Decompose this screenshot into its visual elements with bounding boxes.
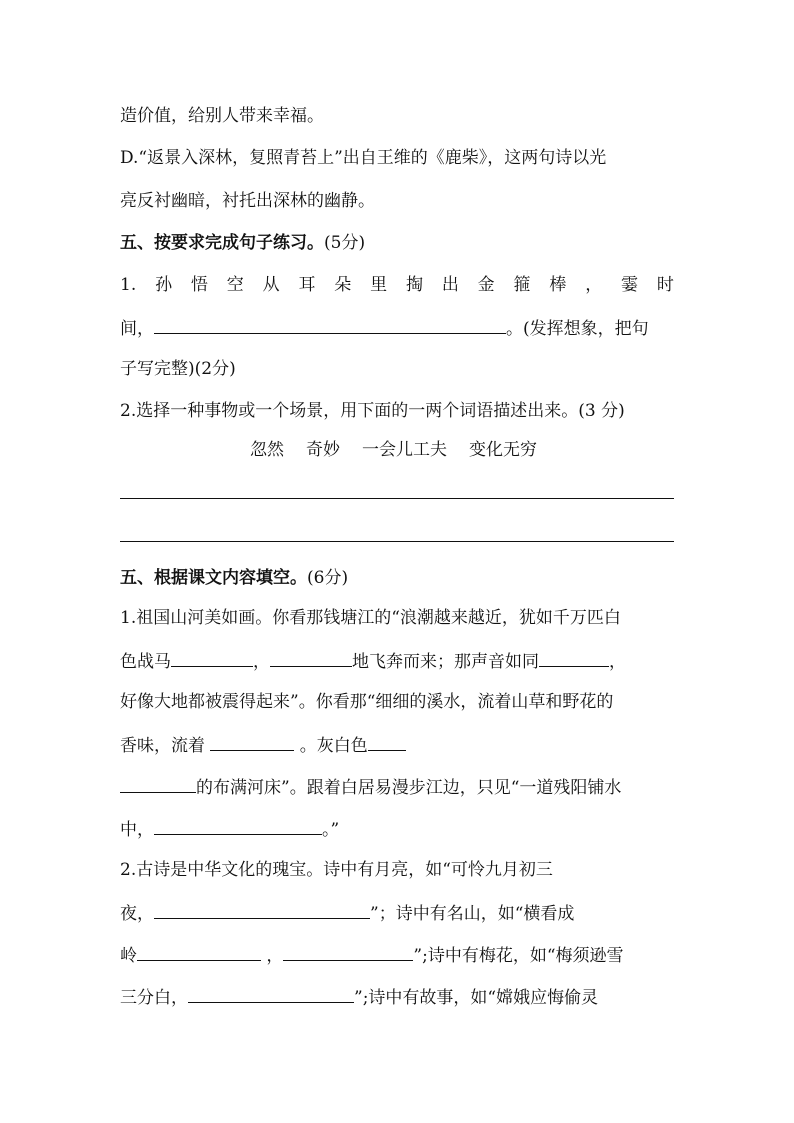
text-fragment: 夜， <box>120 904 154 924</box>
question-line <box>120 648 674 674</box>
text-fragment: 香味，流着 <box>120 736 211 756</box>
answer-blank[interactable] <box>283 942 413 961</box>
question-char: 箍 <box>513 275 531 295</box>
text-fragment: 。(发挥想象，把句 <box>506 319 649 339</box>
answer-blank[interactable] <box>171 648 253 667</box>
question-line <box>120 273 674 297</box>
question-char: 孙 <box>155 275 173 295</box>
question-char: 耳 <box>298 275 316 295</box>
text-fragment: 岭 <box>120 946 137 966</box>
text-fragment: 中， <box>120 820 154 840</box>
text-line: D.“返景入深林，复照青苔上”出自王维的《鹿柴》，这两句诗以光 <box>120 148 607 168</box>
question-char: 出 <box>441 275 459 295</box>
question-char: 棒 <box>549 275 567 295</box>
text-line: 亮反衬幽暗，衬托出深林的幽静。 <box>120 191 375 211</box>
question-char: 空 <box>226 275 244 295</box>
question-char: 1. <box>120 275 137 295</box>
question-char: 霎 <box>621 275 639 295</box>
answer-blank[interactable] <box>270 648 352 667</box>
question-char: 朵 <box>334 275 352 295</box>
answer-blank[interactable] <box>210 732 294 751</box>
answer-blank[interactable] <box>154 900 370 919</box>
question-char: 时 <box>656 275 674 295</box>
word-item: 变化无穷 <box>469 440 537 460</box>
text-fragment: ， <box>261 946 284 966</box>
question-char: 悟 <box>190 275 208 295</box>
question-line: 2.选择一种事物或一个场景，用下面的一两个词语描述出来。(3 分) <box>120 401 625 421</box>
section-title: 五、按要求完成句子练习。 <box>120 233 324 253</box>
text-fragment: 间， <box>120 319 154 339</box>
text-fragment: 地飞奔而来；那声音如同 <box>352 652 539 672</box>
answer-blank[interactable] <box>539 648 609 667</box>
question-char: 从 <box>262 275 280 295</box>
section-heading <box>120 566 674 590</box>
section-points: (5分) <box>324 233 366 253</box>
answer-blank[interactable] <box>154 315 506 334</box>
text-fragment: 。” <box>322 820 340 840</box>
section-points: (6分) <box>307 568 349 588</box>
answer-blank[interactable] <box>188 984 354 1003</box>
text-fragment: 色战马 <box>120 652 171 672</box>
text-fragment: 。灰白色 <box>294 736 368 756</box>
question-char: 掏 <box>405 275 423 295</box>
question-line <box>120 774 674 800</box>
text-line: 子写完整)(2分) <box>120 359 236 379</box>
question-line <box>120 984 674 1010</box>
text-fragment: ， <box>253 652 270 672</box>
answer-line[interactable] <box>120 498 674 499</box>
question-char: 金 <box>477 275 495 295</box>
question-line <box>120 942 674 968</box>
text-fragment: ， <box>609 652 626 672</box>
question-char: ， <box>585 275 603 295</box>
answer-blank[interactable] <box>154 816 322 835</box>
word-item: 忽然 <box>250 440 284 460</box>
question-line <box>120 816 674 842</box>
answer-blank[interactable] <box>120 774 196 793</box>
question-char: 里 <box>370 275 388 295</box>
text-fragment: 三分白， <box>120 988 188 1008</box>
question-line <box>120 900 674 926</box>
word-list <box>250 438 559 462</box>
text-fragment: ”;诗中有梅花，如“梅须逊雪 <box>413 946 624 966</box>
text-fragment: 的布满河床”。跟着白居易漫步江边，只见“一道残阳铺水 <box>196 778 622 798</box>
question-line <box>120 732 674 758</box>
text-line: 造价值，给别人带来幸福。 <box>120 106 324 126</box>
question-line <box>120 315 674 341</box>
answer-blank[interactable] <box>368 732 406 751</box>
text-line: 2.古诗是中华文化的瑰宝。诗中有月亮，如“可怜九月初三 <box>120 860 553 880</box>
text-line: 1.祖国山河美如画。你看那钱塘江的“浪潮越来越近，犹如千万匹白 <box>120 608 621 628</box>
word-item: 奇妙 <box>306 440 340 460</box>
section-heading <box>120 231 674 255</box>
word-item: 一会儿工夫 <box>362 440 447 460</box>
section-title: 五、根据课文内容填空。 <box>120 568 307 588</box>
text-fragment: ”;诗中有故事，如“嫦娥应悔偷灵 <box>354 988 599 1008</box>
text-fragment: ”；诗中有名山，如“横看成 <box>370 904 575 924</box>
answer-line[interactable] <box>120 541 674 542</box>
answer-blank[interactable] <box>137 942 261 961</box>
text-line: 好像大地都被震得起来”。你看那“细细的溪水，流着山草和野花的 <box>120 692 614 712</box>
